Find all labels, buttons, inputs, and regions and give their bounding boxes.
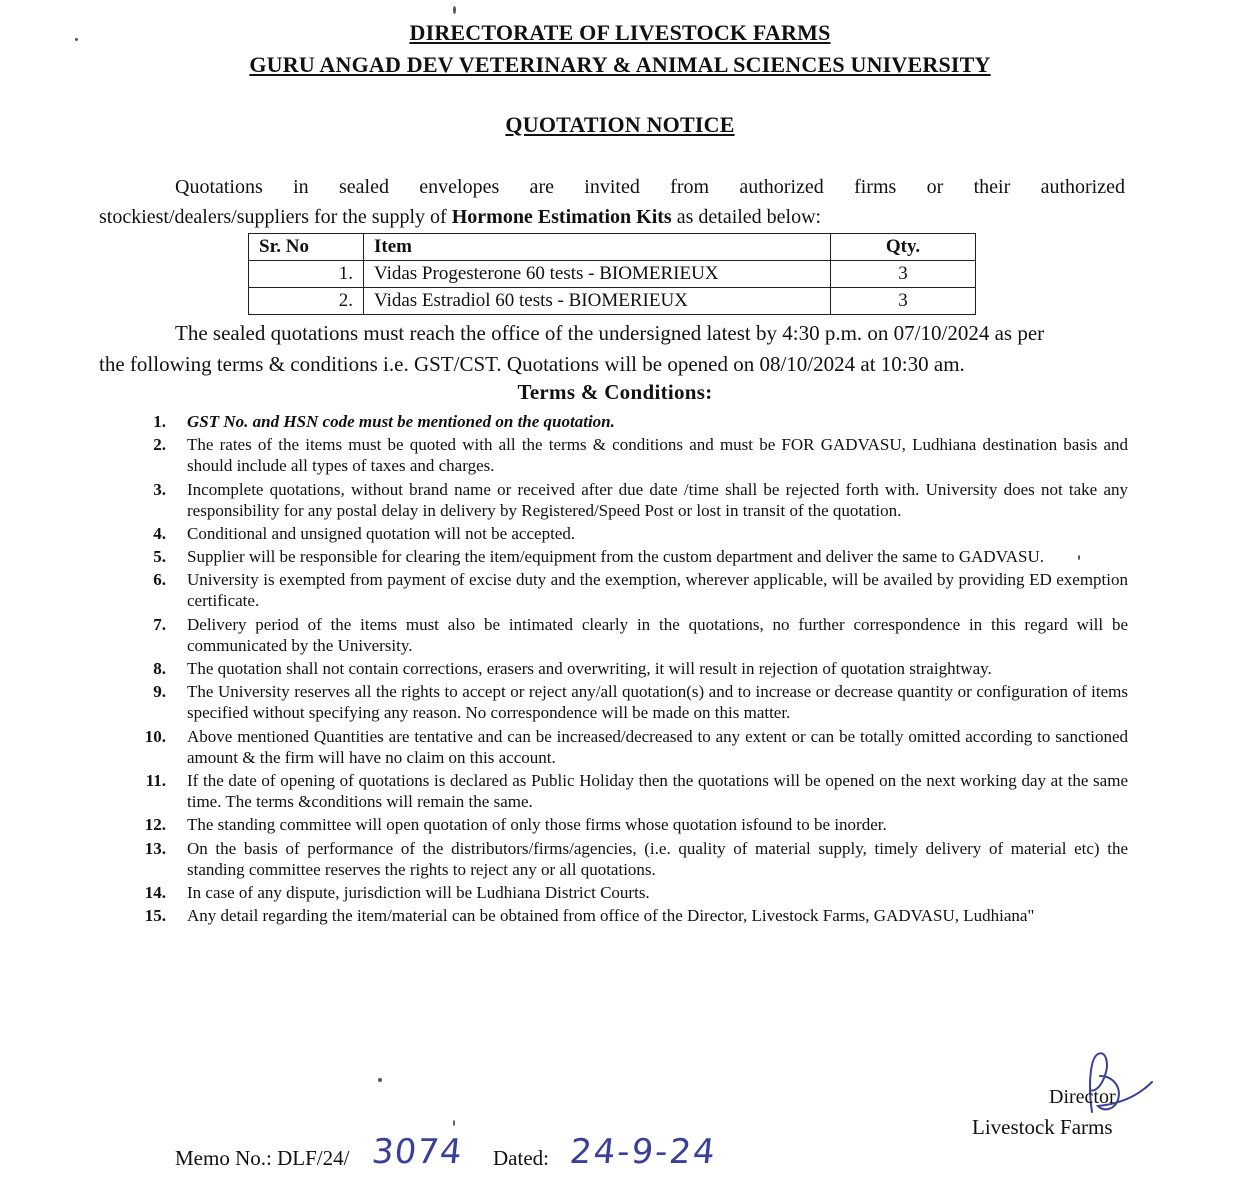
row-sr-no: 1. [249, 261, 364, 288]
list-item [130, 614, 1128, 656]
dated-label: Dated: [493, 1146, 549, 1170]
list-item [130, 546, 1128, 567]
term-text: On the basis of performance of the distributors/firms/agencies, (i.e. quality of material supply, timely delivery of material etc) the standing committee reserves the rights to reject any or all quotations. [187, 838, 1128, 879]
list-item [130, 838, 1128, 880]
intro-paragraph [99, 172, 1125, 232]
items-table-header [249, 234, 976, 261]
intro-line-2-post: as detailed below: [671, 206, 822, 228]
term-number: 6. [153, 570, 166, 590]
term-text: The standing committee will open quotation of only those firms whose quotation isfound to be inorder. [187, 815, 887, 835]
term-number: 2. [153, 435, 166, 455]
directorate-heading: DIRECTORATE OF LIVESTOCK FARMS [409, 20, 831, 45]
list-item [130, 681, 1128, 723]
term-number: 7. [153, 614, 166, 634]
term-number: 5. [153, 547, 166, 567]
term-text: Delivery period of the items must also be intimated clearly in the quotations, no further correspondence in this regard will be communicated by the University. [187, 614, 1128, 655]
term-number: 4. [153, 523, 166, 543]
terms-list [130, 411, 1128, 928]
term-number: 1. [153, 412, 166, 431]
list-item [130, 523, 1128, 544]
term-text: Conditional and unsigned quotation will not be accepted. [187, 523, 576, 543]
table-row [249, 288, 976, 315]
header-item: Item [364, 234, 831, 261]
list-item [130, 434, 1128, 476]
row-qty: 3 [831, 288, 976, 315]
list-item [130, 479, 1128, 521]
deadline-paragraph [99, 318, 1125, 380]
scan-speck [453, 1120, 455, 1126]
term-number: 15. [144, 906, 166, 926]
term-text: If the date of opening of quotations is declared as Public Holiday then the quotations will be opened on the next working day at the same time. The terms &conditions will remain the same. [187, 770, 1128, 811]
row-sr-no: 2. [249, 288, 364, 315]
scan-speck [453, 6, 456, 14]
term-number: 8. [153, 659, 166, 679]
term-number: 10. [144, 726, 166, 746]
intro-line-2-pre: stockiest/dealers/suppliers for the supply of [99, 206, 452, 228]
list-item [130, 905, 1128, 926]
row-qty: 3 [831, 261, 976, 288]
memo-label: Memo No.: DLF/24/ [175, 1146, 350, 1170]
term-text: Above mentioned Quantities are tentative and can be increased/decreased to any extent or can be totally omitted according to sanctioned amount & the firm will have no claim on this account. [187, 726, 1128, 767]
term-number: 3. [153, 479, 166, 499]
term-number: 13. [144, 838, 166, 858]
term-text: Incomplete quotations, without brand name or received after due date /time shall be rejected forth with. University does not take any responsibility for any postal delay in delivery by Registered/Speed Post or lost in transit of the quotation. [187, 479, 1128, 520]
list-item [130, 882, 1128, 903]
items-table [248, 233, 976, 315]
deadline-line-2: the following terms & conditions i.e. GST/CST. Quotations will be opened on 08/10/2024 at 10:30 am. [99, 352, 965, 376]
term-text: Supplier will be responsible for clearing the item/equipment from the custom department and deliver the same to GADVASU. [187, 547, 1045, 567]
intro-line-1: Quotations in sealed envelopes are invited from authorized firms or their authorized [175, 176, 1125, 198]
deadline-line-1: The sealed quotations must reach the office of the undersigned latest by 4:30 p.m. on 07/10/2024 as per [175, 321, 1045, 345]
scan-speck [75, 38, 78, 41]
term-number: 11. [145, 770, 166, 790]
term-text: In case of any dispute, jurisdiction will be Ludhiana District Courts. [187, 882, 650, 902]
signatory-office: Livestock Farms [972, 1115, 1113, 1139]
scan-speck [1078, 555, 1080, 560]
scan-speck [378, 1078, 382, 1082]
list-item [130, 411, 1128, 432]
term-number: 14. [144, 882, 166, 902]
row-item: Vidas Progesterone 60 tests - BIOMERIEUX [364, 261, 831, 288]
term-text: The rates of the items must be quoted with all the terms & conditions and must be FOR GADVASU, Ludhiana destination basis and should include all types of taxes and charges. [187, 435, 1128, 476]
term-text: Any detail regarding the item/material can be obtained from office of the Director, Livestock Farms, GADVASU, Ludhiana" [187, 906, 1035, 926]
term-number: 12. [144, 815, 166, 835]
list-item [130, 569, 1128, 611]
row-item: Vidas Estradiol 60 tests - BIOMERIEUX [364, 288, 831, 315]
term-text: The University reserves all the rights to accept or reject any/all quotation(s) and to increase or decrease quantity or configuration of items specified without specifying any reason. No correspondence will be made on this matter. [187, 682, 1128, 723]
notice-title: QUOTATION NOTICE [505, 112, 735, 137]
term-text: GST No. and HSN code must be mentioned on the quotation. [187, 412, 615, 431]
table-row [249, 261, 976, 288]
list-item [130, 726, 1128, 768]
term-number: 9. [153, 682, 166, 702]
header-sr-no: Sr. No [249, 234, 364, 261]
terms-title: Terms & Conditions: [517, 380, 713, 404]
intro-item-name: Hormone Estimation Kits [451, 206, 672, 228]
signatory-title: Director [1049, 1086, 1116, 1108]
header-qty: Qty. [831, 234, 976, 261]
term-text: University is exempted from payment of excise duty and the exemption, wherever applicable, will be availed by providing ED exemption certificate. [187, 570, 1128, 611]
university-heading: GURU ANGAD DEV VETERINARY & ANIMAL SCIENCES UNIVERSITY [249, 52, 991, 77]
list-item [130, 770, 1128, 812]
memo-number-handwritten: 3074 [369, 1132, 465, 1172]
list-item [130, 814, 1128, 835]
term-text: The quotation shall not contain corrections, erasers and overwriting, it will result in rejection of quotation straightway. [187, 659, 992, 679]
date-handwritten: 24-9-24 [567, 1132, 719, 1172]
list-item [130, 658, 1128, 679]
